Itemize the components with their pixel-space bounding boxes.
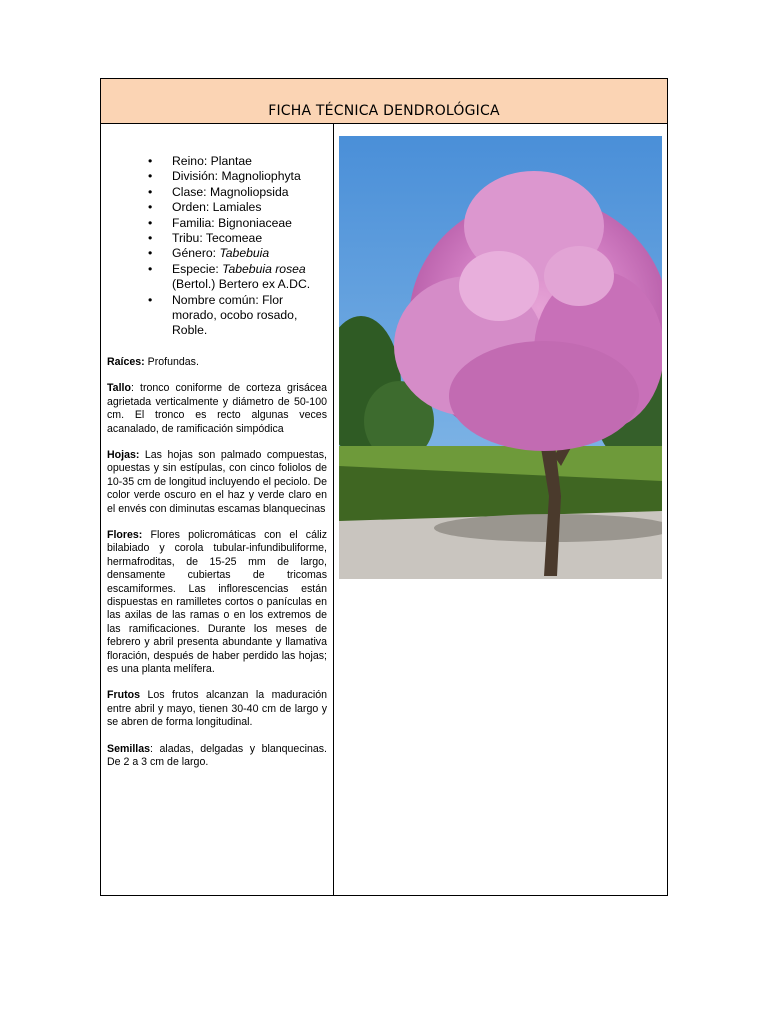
bullet-icon: • — [148, 261, 153, 276]
sheet-body — [101, 124, 667, 895]
taxonomy-item-reino: • Reino: Plantae — [148, 154, 252, 168]
taxonomy-item-especie: • Especie: Tabebuia rosea (Bertol.) Bertero ex A.DC. — [148, 261, 311, 292]
section-semillas: Semillas: aladas, delgadas y blanquecinas. De 2 a 3 cm de largo. — [107, 742, 327, 769]
sheet-header — [101, 79, 667, 124]
taxonomy-item-tribu: • Tribu: Tecomeae — [148, 231, 263, 246]
bullet-icon: • — [148, 200, 153, 215]
section-hojas: Hojas: Las hojas son palmado compuestas, opuestas y sin estípulas, con cinco foliolos de 10-35 cm de longitud incluyendo el peciolo. De color verde oscuro en el haz y verde claro en el envés con diminutas escamas blanquecinas — [107, 448, 327, 515]
section-tallo: Tallo: tronco coniforme de corteza grisácea agrietada verticalmente y diámetro de 50-100 cm. El tronco es recto algunas veces acanalado, de ramificación simpódica — [107, 382, 327, 435]
data-sheet — [100, 78, 668, 896]
sheet-title: FICHA TÉCNICA DENDROLÓGICA — [268, 103, 500, 119]
section-raices: Raíces: Profundas. — [107, 355, 199, 368]
tree-photo — [339, 136, 662, 579]
taxonomy-item-genero: • Género: Tabebuia — [148, 246, 270, 261]
bullet-icon: • — [148, 292, 153, 307]
text-column — [101, 124, 334, 895]
taxonomy-item-orden: • Orden: Lamiales — [148, 200, 262, 215]
bullet-icon: • — [148, 184, 153, 199]
bullet-icon: • — [148, 215, 153, 230]
image-column — [334, 124, 667, 895]
bullet-icon: • — [148, 246, 153, 261]
bullet-icon: • — [148, 231, 153, 246]
section-frutos: Frutos Los frutos alcanzan la maduración entre abril y mayo, tienen 30-40 cm de largo y se abren de forma longitudinal. — [107, 689, 327, 729]
taxonomy-item-nombre-comun: • Nombre común: Flor morado, ocobo rosado, Roble. — [148, 292, 298, 338]
taxonomy-item-division: • División: Magnoliophyta — [148, 169, 301, 184]
bullet-icon: • — [148, 154, 153, 168]
bullet-icon: • — [148, 169, 153, 184]
tabebuia-tree-image — [339, 136, 662, 579]
section-flores: Flores: Flores policromáticas con el cáliz bilabiado y corola tubular-infundibuliforme, hermafroditas, de 15-25 mm de largo, densamente cubiertas de tricomas escamiformes. Las inflorescencias están dispuestas en ramilletes cortos o panículas en las axilas de las ramas o en los extremos de las ramificaciones. Durante los meses de febrero y abril presenta abundante y llamativa floración, después de haber perdido las hojas; es una planta melífera. — [107, 528, 327, 675]
taxonomy-list — [107, 154, 327, 339]
taxonomy-item-clase: • Clase: Magnoliopsida — [148, 184, 289, 199]
taxonomy-item-familia: • Familia: Bignoniaceae — [148, 215, 292, 230]
